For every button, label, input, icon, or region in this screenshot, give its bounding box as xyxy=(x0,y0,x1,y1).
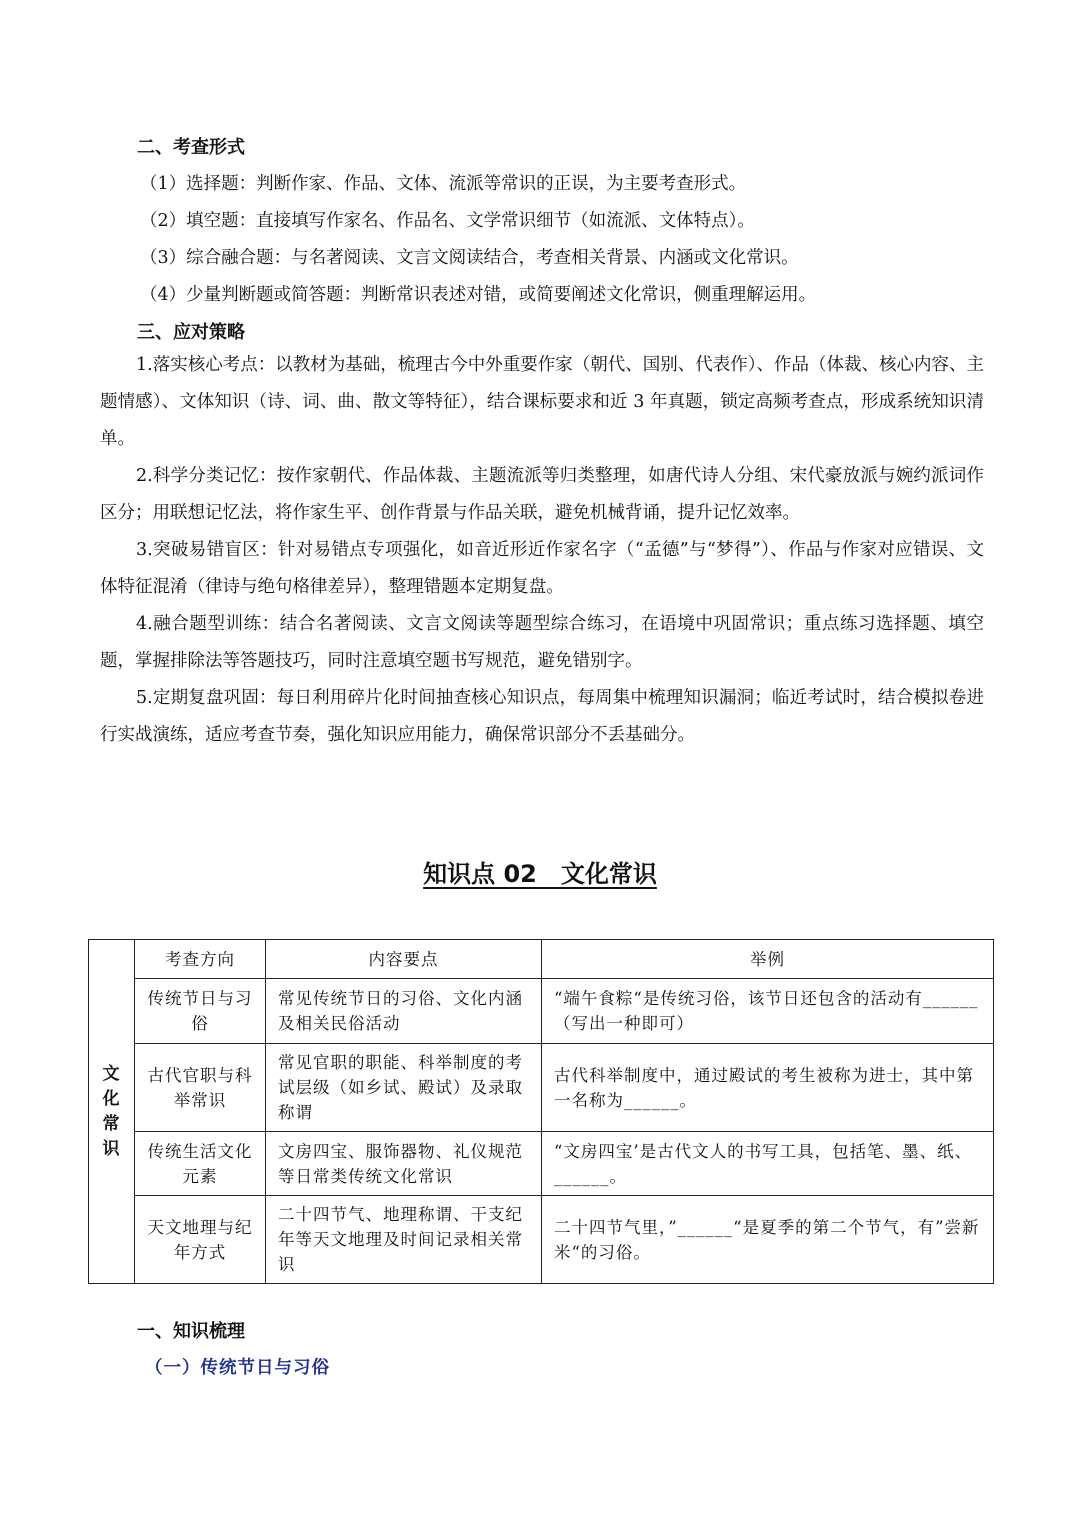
strategy-paragraph-2 xyxy=(100,458,984,532)
subsection-heading-festivals: （一）传统节日与习俗 xyxy=(145,1358,330,1378)
table-cell-direction: 古代官职与科举常识 xyxy=(135,1044,266,1132)
table-header-example: 举例 xyxy=(542,940,994,979)
strategy-paragraph-4 xyxy=(100,606,984,680)
strategy-text-5: 5.定期复盘巩固：每日利用碎片化时间抽查核心知识点，每周集中梳理知识漏洞；临近考试时，结合模拟卷进行实战演练，适应考查节奏，强化知识应用能力，确保常识部分不丢基础分。 xyxy=(100,688,984,745)
section-heading-strategies: 三、应对策略 xyxy=(137,322,245,343)
strategy-text-2: 2.科学分类记忆：按作家朝代、作品体裁、主题流派等归类整理，如唐代诗人分组、宋代豪放派与婉约派词作区分；用联想记忆法，将作家生平、创作背景与作品关联，避免机械背诵，提升记忆效率。 xyxy=(100,466,984,523)
knowledge-point-title: 知识点 02 文化常识 xyxy=(423,860,657,888)
strategy-paragraph-1 xyxy=(100,347,984,458)
table-header-direction: 考查方向 xyxy=(135,940,266,979)
table-cell-direction: 天文地理与纪年方式 xyxy=(135,1196,266,1284)
exam-form-item-4: （4）少量判断题或简答题：判断常识表述对错，或简要阐述文化常识，侧重理解运用。 xyxy=(140,285,817,305)
side-label-text: 文化常识 xyxy=(102,1063,121,1159)
table-cell-content: 二十四节气、地理称谓、干支纪年等天文地理及时间记录相关常识 xyxy=(266,1196,542,1284)
strategy-text-1: 1.落实核心考点：以教材为基础，梳理古今中外重要作家（朝代、国别、代表作）、作品（体裁、核心内容、主题情感）、文体知识（诗、词、曲、散文等特征），结合课标要求和近 3 年真题，锁定高频考查点，形成系统知识清单。 xyxy=(100,355,984,449)
table-row xyxy=(89,1044,994,1132)
table-cell-content: 常见传统节日的习俗、文化内涵及相关民俗活动 xyxy=(266,979,542,1044)
table-cell-example: 二十四节气里，”______“是夏季的第二个节气，有”尝新米“的习俗。 xyxy=(542,1196,994,1284)
table-cell-content: 常见官职的职能、科举制度的考试层级（如乡试、殿试）及录取称谓 xyxy=(266,1044,542,1132)
strategy-paragraph-5 xyxy=(100,680,984,754)
table-row xyxy=(89,1132,994,1196)
table-header-row xyxy=(89,940,994,979)
strategy-text-4: 4.融合题型训练：结合名著阅读、文言文阅读等题型综合练习，在语境中巩固常识；重点练习选择题、填空题，掌握排除法等答题技巧，同时注意填空题书写规范，避免错别字。 xyxy=(100,614,984,671)
table-side-label xyxy=(89,940,135,1284)
table-row xyxy=(89,979,994,1044)
strategy-paragraph-3 xyxy=(100,532,984,606)
table-cell-example: “端午食粽“是传统习俗，该节日还包含的活动有______（写出一种即可） xyxy=(542,979,994,1044)
table-cell-direction: 传统生活文化元素 xyxy=(135,1132,266,1196)
exam-form-item-1: （1）选择题：判断作家、作品、文体、流派等常识的正误，为主要考查形式。 xyxy=(140,174,747,194)
exam-form-item-2: （2）填空题：直接填写作家名、作品名、文学常识细节（如流派、文体特点）。 xyxy=(140,211,755,231)
section-heading-exam-forms: 二、考查形式 xyxy=(137,137,245,158)
table-cell-example: 古代科举制度中，通过殿试的考生被称为进士，其中第一名称为______。 xyxy=(542,1044,994,1132)
table-header-content: 内容要点 xyxy=(266,940,542,979)
table-row xyxy=(89,1196,994,1284)
exam-form-item-3: （3）综合融合题：与名著阅读、文言文阅读结合，考查相关背景、内涵或文化常识。 xyxy=(140,248,799,268)
culture-knowledge-table xyxy=(88,939,994,1284)
table-cell-direction: 传统节日与习俗 xyxy=(135,979,266,1044)
table-cell-example: “文房四宝’是古代文人的书写工具，包括笔、墨、纸、______。 xyxy=(542,1132,994,1196)
table-cell-content: 文房四宝、服饰器物、礼仪规范等日常类传统文化常识 xyxy=(266,1132,542,1196)
section-heading-knowledge-review: 一、知识梳理 xyxy=(137,1321,245,1342)
strategy-text-3: 3.突破易错盲区：针对易错点专项强化，如音近形近作家名字（“孟德”与“梦得”）、作品与作家对应错误、文体特征混淆（律诗与绝句格律差异），整理错题本定期复盘。 xyxy=(100,540,984,597)
